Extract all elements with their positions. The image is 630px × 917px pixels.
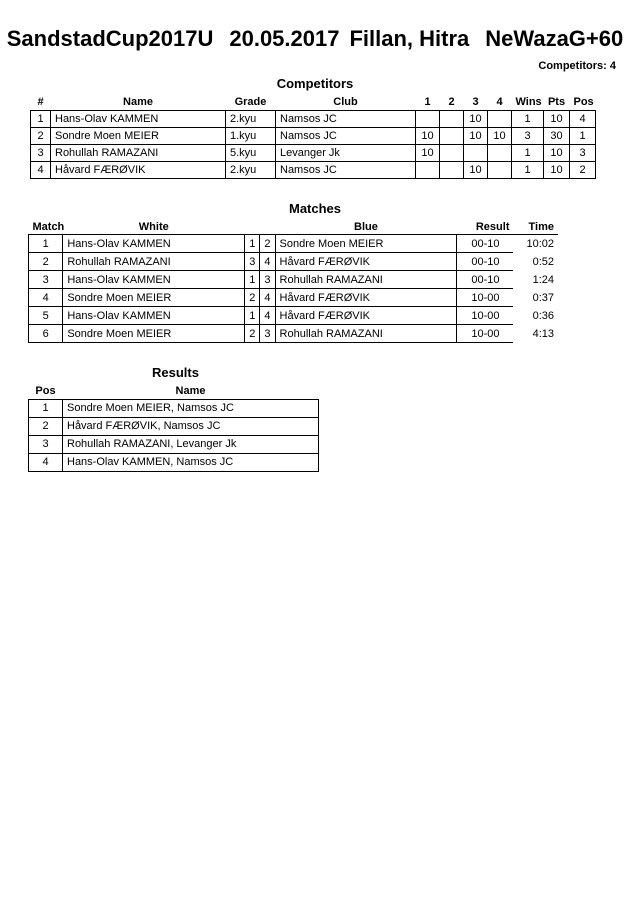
cell-match: 6 — [29, 325, 63, 343]
cell-blue-number: 3 — [260, 271, 275, 289]
col-name: Name — [63, 384, 319, 399]
cell-score-1: 10 — [416, 144, 440, 161]
cell-white-number: 1 — [245, 307, 260, 325]
col-club: Club — [276, 95, 416, 110]
table-row — [31, 127, 596, 144]
cell-pos: 2 — [570, 161, 596, 178]
cell-white-number: 1 — [245, 235, 260, 253]
matches-table-wrap — [28, 220, 558, 344]
cell-wins: 1 — [512, 110, 544, 127]
table-header-row — [29, 384, 319, 399]
cell-pos: 2 — [29, 417, 63, 435]
matches-table — [28, 220, 558, 344]
cell-match: 5 — [29, 307, 63, 325]
cell-name: Hans-Olav KAMMEN, Namsos JC — [63, 453, 319, 471]
col-match: Match — [29, 220, 63, 235]
page — [0, 26, 630, 917]
competitors-table-body — [31, 110, 596, 178]
table-row — [29, 399, 319, 417]
cell-pts: 10 — [544, 144, 570, 161]
col-white: White — [63, 220, 245, 235]
cell-score-2 — [440, 144, 464, 161]
matches-table-head — [29, 220, 559, 235]
cell-blue: Håvard FÆRØVIK — [275, 307, 457, 325]
competitors-section-title: Competitors — [276, 76, 354, 91]
col-blue: Blue — [275, 220, 457, 235]
table-row — [29, 271, 559, 289]
cell-blue-number: 4 — [260, 253, 275, 271]
cell-score-2 — [440, 110, 464, 127]
cell-result: 00-10 — [457, 271, 514, 289]
competitors-table-head — [31, 95, 596, 110]
cell-blue-number: 3 — [260, 325, 275, 343]
cell-club: Namsos JC — [276, 161, 416, 178]
cell-score-3: 10 — [464, 161, 488, 178]
col-opponent-1: 1 — [416, 95, 440, 110]
cell-club: Namsos JC — [276, 110, 416, 127]
cell-score-2 — [440, 127, 464, 144]
cell-pos: 1 — [29, 399, 63, 417]
table-row — [29, 453, 319, 471]
table-row — [31, 110, 596, 127]
cell-blue: Sondre Moen MEIER — [275, 235, 457, 253]
cell-score-2 — [440, 161, 464, 178]
table-row — [29, 417, 319, 435]
cell-wins: 3 — [512, 127, 544, 144]
cell-white-number: 1 — [245, 271, 260, 289]
cell-white: Hans-Olav KAMMEN — [63, 271, 245, 289]
results-table-wrap — [28, 384, 318, 472]
cell-score-4 — [488, 110, 512, 127]
cell-result: 10-00 — [457, 307, 514, 325]
title-date: 20.05.2017 — [229, 26, 340, 51]
cell-result: 00-10 — [457, 235, 514, 253]
table-header-row — [29, 220, 559, 235]
cell-result: 10-00 — [457, 289, 514, 307]
results-section-title: Results — [152, 365, 199, 380]
cell-white: Hans-Olav KAMMEN — [63, 235, 245, 253]
col-pos: Pos — [570, 95, 596, 110]
results-table-head — [29, 384, 319, 399]
cell-number: 1 — [31, 110, 51, 127]
competitors-table-wrap — [30, 95, 594, 179]
cell-grade: 2.kyu — [226, 110, 276, 127]
cell-number: 3 — [31, 144, 51, 161]
cell-pts: 10 — [544, 161, 570, 178]
col-pts: Pts — [544, 95, 570, 110]
cell-name: Sondre Moen MEIER — [51, 127, 226, 144]
cell-blue-number: 4 — [260, 289, 275, 307]
cell-blue-number: 2 — [260, 235, 275, 253]
cell-white: Rohullah RAMAZANI — [63, 253, 245, 271]
competitors-count: Competitors: 4 — [538, 60, 616, 72]
cell-score-3: 10 — [464, 110, 488, 127]
cell-result: 10-00 — [457, 325, 514, 343]
cell-score-3 — [464, 144, 488, 161]
col-wins: Wins — [512, 95, 544, 110]
cell-number: 2 — [31, 127, 51, 144]
table-header-row — [31, 95, 596, 110]
cell-name: Sondre Moen MEIER, Namsos JC — [63, 399, 319, 417]
cell-white-number: 3 — [245, 253, 260, 271]
cell-grade: 2.kyu — [226, 161, 276, 178]
cell-result: 00-10 — [457, 253, 514, 271]
cell-pos: 1 — [570, 127, 596, 144]
cell-score-1 — [416, 161, 440, 178]
cell-white: Hans-Olav KAMMEN — [63, 307, 245, 325]
table-row — [29, 435, 319, 453]
cell-match: 2 — [29, 253, 63, 271]
cell-time: 0:37 — [532, 291, 554, 304]
col-opponent-4: 4 — [488, 95, 512, 110]
col-name: Name — [51, 95, 226, 110]
cell-name: Hans-Olav KAMMEN — [51, 110, 226, 127]
results-table — [28, 384, 319, 472]
cell-wins: 1 — [512, 161, 544, 178]
col-white-number — [245, 220, 260, 235]
cell-time: 0:52 — [532, 255, 554, 268]
cell-club: Levanger Jk — [276, 144, 416, 161]
cell-time: 0:36 — [532, 309, 554, 322]
cell-white-number: 2 — [245, 289, 260, 307]
cell-name: Håvard FÆRØVIK — [51, 161, 226, 178]
cell-pos: 4 — [570, 110, 596, 127]
cell-match: 4 — [29, 289, 63, 307]
cell-blue-number: 4 — [260, 307, 275, 325]
table-row — [29, 253, 559, 271]
col-pos: Pos — [29, 384, 63, 399]
page-title — [0, 26, 630, 52]
cell-pos: 4 — [29, 453, 63, 471]
results-table-body — [29, 399, 319, 471]
cell-pts: 30 — [544, 127, 570, 144]
cell-score-4: 10 — [488, 127, 512, 144]
cell-wins: 1 — [512, 144, 544, 161]
cell-score-1 — [416, 110, 440, 127]
cell-score-4 — [488, 144, 512, 161]
cell-club: Namsos JC — [276, 127, 416, 144]
title-pool: NeWazaG+60 — [485, 26, 624, 51]
col-grade: Grade — [226, 95, 276, 110]
col-result: Result — [457, 220, 514, 235]
cell-pts: 10 — [544, 110, 570, 127]
cell-blue: Håvard FÆRØVIK — [275, 289, 457, 307]
cell-score-1: 10 — [416, 127, 440, 144]
cell-grade: 1.kyu — [226, 127, 276, 144]
table-row — [31, 144, 596, 161]
cell-grade: 5.kyu — [226, 144, 276, 161]
cell-pos: 3 — [29, 435, 63, 453]
col-time: Time — [513, 220, 558, 235]
col-number: # — [31, 95, 51, 110]
cell-time: 1:24 — [532, 273, 554, 286]
table-row — [29, 325, 559, 343]
cell-white: Sondre Moen MEIER — [63, 325, 245, 343]
cell-name: Rohullah RAMAZANI — [51, 144, 226, 161]
col-opponent-2: 2 — [440, 95, 464, 110]
cell-blue: Rohullah RAMAZANI — [275, 271, 457, 289]
cell-pos: 3 — [570, 144, 596, 161]
title-location: Fillan, Hitra — [349, 26, 470, 51]
matches-table-body — [29, 235, 559, 343]
title-tournament: SandstadCup2017U — [6, 26, 214, 51]
table-row — [29, 307, 559, 325]
col-blue-number — [260, 220, 275, 235]
cell-score-3: 10 — [464, 127, 488, 144]
cell-score-4 — [488, 161, 512, 178]
cell-time: 4:13 — [532, 327, 554, 340]
cell-white-number: 2 — [245, 325, 260, 343]
cell-name: Rohullah RAMAZANI, Levanger Jk — [63, 435, 319, 453]
cell-match: 3 — [29, 271, 63, 289]
cell-blue: Håvard FÆRØVIK — [275, 253, 457, 271]
col-opponent-3: 3 — [464, 95, 488, 110]
cell-time: 10:02 — [526, 237, 554, 250]
competitors-table — [30, 95, 596, 179]
matches-section-title: Matches — [288, 200, 342, 216]
table-row — [31, 161, 596, 178]
table-row — [29, 235, 559, 253]
table-row — [29, 289, 559, 307]
cell-match: 1 — [29, 235, 63, 253]
cell-blue: Rohullah RAMAZANI — [275, 325, 457, 343]
cell-white: Sondre Moen MEIER — [63, 289, 245, 307]
cell-name: Håvard FÆRØVIK, Namsos JC — [63, 417, 319, 435]
cell-number: 4 — [31, 161, 51, 178]
